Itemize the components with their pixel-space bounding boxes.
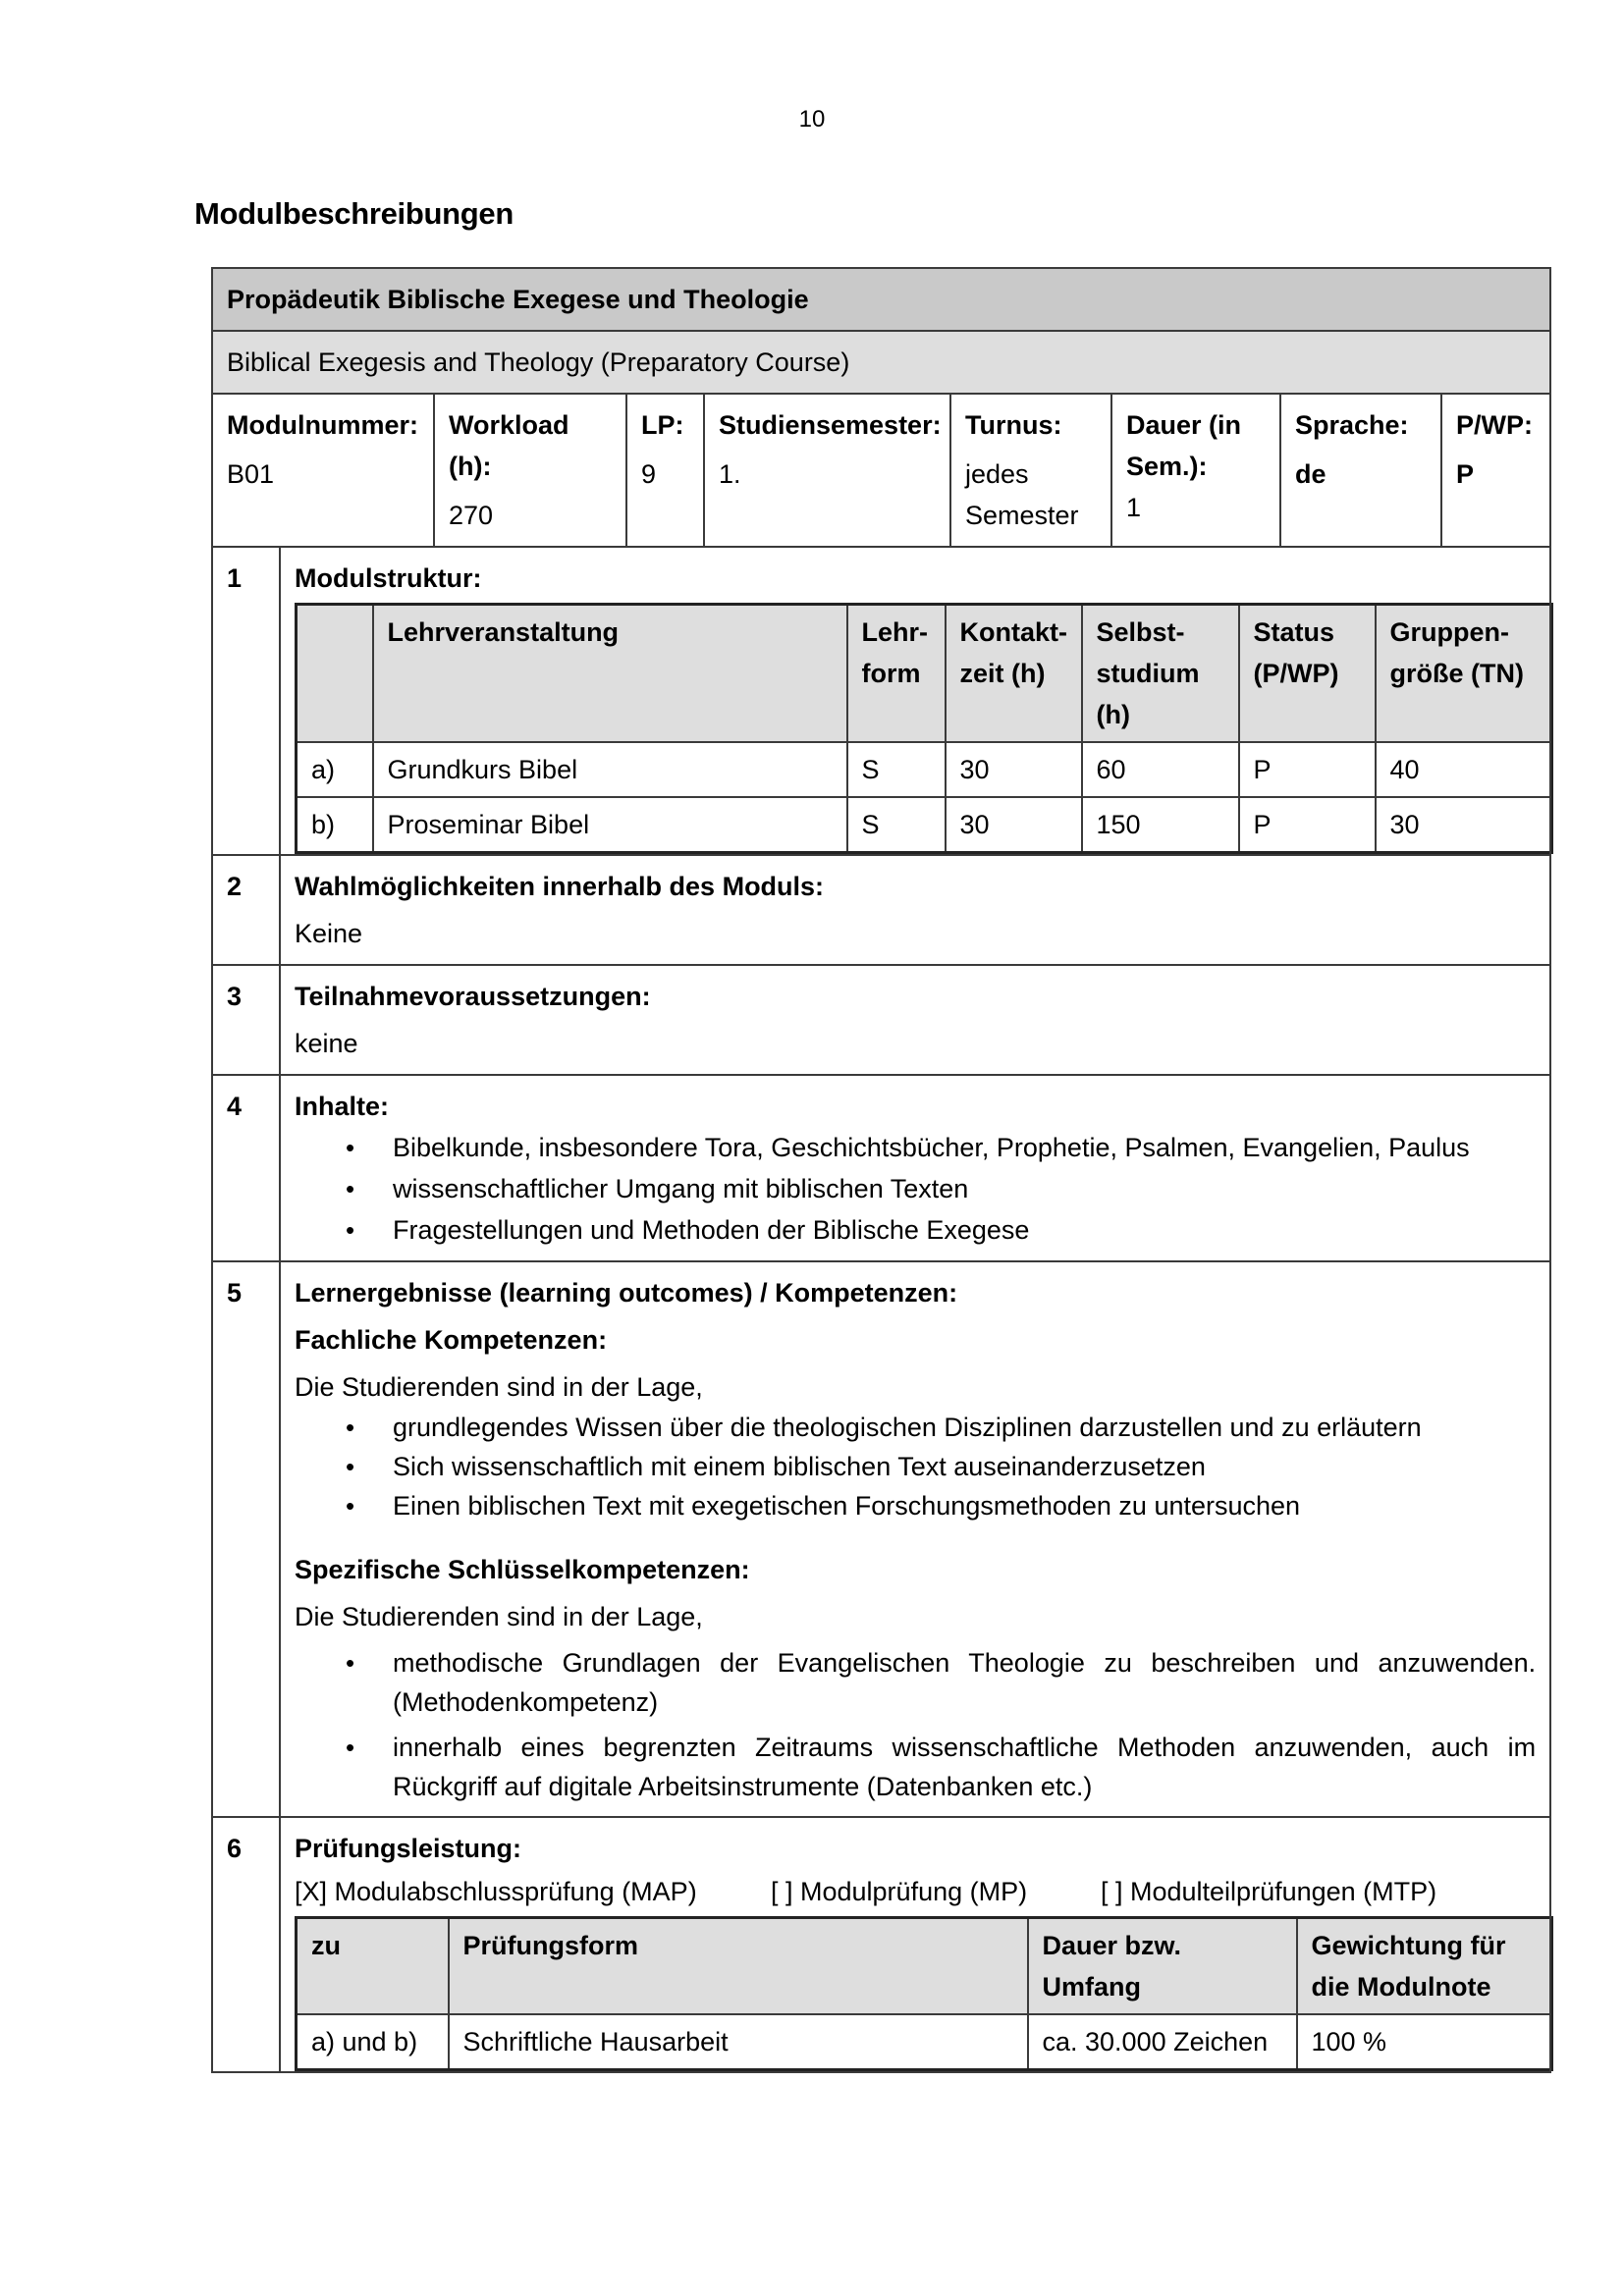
section-3 bbox=[212, 965, 1550, 1075]
section-number: 5 bbox=[212, 1261, 280, 1817]
module-title-de: Propädeutik Biblische Exegese und Theologie bbox=[212, 268, 1550, 331]
list-item: • Einen biblischen Text mit exegetischen Forschungsmethoden zu untersuchen bbox=[393, 1486, 1536, 1525]
option-map: [X] Modulabschlussprüfung (MAP) bbox=[295, 1877, 697, 1906]
table-cell: Grundkurs Bibel bbox=[373, 742, 847, 797]
header-cell: Gewichtung für die Modulnote bbox=[1297, 1918, 1552, 2015]
turnus-value: jedes Semester bbox=[965, 459, 1079, 530]
section-1 bbox=[212, 547, 1550, 855]
section-5 bbox=[212, 1261, 1550, 1817]
table-cell: 150 bbox=[1082, 797, 1239, 853]
header-cell: Lehrveranstaltung bbox=[373, 605, 847, 743]
list-item: • Sich wissenschaftlich mit einem biblischen Text auseinanderzusetzen bbox=[393, 1447, 1536, 1486]
studiensemester-value: 1. bbox=[719, 459, 741, 489]
workload-value: 270 bbox=[449, 501, 494, 530]
list-item: • grundlegendes Wissen über die theologischen Disziplinen darzustellen und zu erläutern bbox=[393, 1408, 1536, 1447]
page-number: 10 bbox=[798, 106, 826, 133]
section-2 bbox=[212, 855, 1550, 965]
module-title-en: Biblical Exegesis and Theology (Preparatory Course) bbox=[212, 331, 1550, 394]
section-title: Teilnahmevoraussetzungen: bbox=[295, 982, 651, 1011]
dauer-value: 1 bbox=[1126, 493, 1142, 522]
table-row bbox=[297, 2014, 1552, 2070]
option-mtp: [ ] Modulteilprüfungen (MTP) bbox=[1101, 1877, 1437, 1906]
section-title: Inhalte: bbox=[295, 1092, 390, 1121]
schluessel-intro: Die Studierenden sind in der Lage, bbox=[295, 1602, 703, 1631]
pwp-label: P/WP: bbox=[1456, 410, 1533, 440]
modulnummer-value: B01 bbox=[227, 459, 275, 489]
table-cell: 30 bbox=[946, 742, 1082, 797]
table-cell: 60 bbox=[1082, 742, 1239, 797]
table-cell: 30 bbox=[946, 797, 1082, 853]
page-title: Modulbeschreibungen bbox=[194, 196, 514, 231]
table-cell: Schriftliche Hausarbeit bbox=[449, 2014, 1028, 2070]
table-cell: S bbox=[847, 742, 946, 797]
option-mp: [ ] Modulprüfung (MP) bbox=[771, 1877, 1028, 1906]
list-item: • methodische Grundlagen der Evangelischen Theologie zu beschreiben und anzuwenden. (Methodenkompetenz) bbox=[393, 1643, 1536, 1722]
table-cell: S bbox=[847, 797, 946, 853]
fachliche-list bbox=[295, 1408, 1536, 1525]
studiensemester-label: Studiensemester: bbox=[719, 410, 942, 440]
table-cell: P bbox=[1239, 742, 1376, 797]
sprache-value: de bbox=[1295, 459, 1326, 489]
table-cell: ca. 30.000 Zeichen bbox=[1028, 2014, 1297, 2070]
section-title: Lernergebnisse (learning outcomes) / Kompetenzen: bbox=[295, 1278, 958, 1308]
header-cell bbox=[297, 605, 373, 743]
section-number: 3 bbox=[212, 965, 280, 1075]
list-item: • innerhalb eines begrenzten Zeitraums wissenschaftliche Methoden anzuwenden, auch im Rückgriff auf digitale Arbeitsinstrumente (Datenbanken etc.) bbox=[393, 1728, 1536, 1806]
table-row bbox=[297, 742, 1552, 797]
table-cell: 40 bbox=[1376, 742, 1552, 797]
inhalte-list bbox=[295, 1127, 1536, 1251]
table-row bbox=[297, 797, 1552, 853]
pruefung-options bbox=[295, 1871, 1549, 1912]
table-cell: a) und b) bbox=[297, 2014, 449, 2070]
pruefung-header-row bbox=[297, 1918, 1552, 2015]
modulstruktur-header-row bbox=[297, 605, 1552, 743]
section-number: 1 bbox=[212, 547, 280, 855]
schluessel-list bbox=[295, 1643, 1536, 1806]
section-number: 4 bbox=[212, 1075, 280, 1261]
list-item: • Bibelkunde, insbesondere Tora, Geschichtsbücher, Prophetie, Psalmen, Evangelien, Paulus bbox=[393, 1127, 1536, 1168]
schluesselkompetenzen-title: Spezifische Schlüsselkompetenzen: bbox=[295, 1555, 750, 1584]
section-text: Keine bbox=[295, 919, 363, 948]
section-4 bbox=[212, 1075, 1550, 1261]
header-cell: Kontakt-zeit (h) bbox=[946, 605, 1082, 743]
section-6 bbox=[212, 1817, 1550, 2072]
sprache-label: Sprache: bbox=[1295, 410, 1409, 440]
fachliche-intro: Die Studierenden sind in der Lage, bbox=[295, 1372, 703, 1402]
list-item: • Fragestellungen und Methoden der Biblische Exegese bbox=[393, 1209, 1536, 1251]
table-cell: b) bbox=[297, 797, 373, 853]
section-title: Modulstruktur: bbox=[295, 563, 482, 593]
header-cell: Lehr-form bbox=[847, 605, 946, 743]
lp-value: 9 bbox=[641, 459, 657, 489]
header-cell: Status (P/WP) bbox=[1239, 605, 1376, 743]
workload-label: Workload (h): bbox=[449, 410, 569, 481]
table-cell: 30 bbox=[1376, 797, 1552, 853]
pruefung-table bbox=[295, 1916, 1553, 2071]
section-number: 2 bbox=[212, 855, 280, 965]
turnus-label: Turnus: bbox=[965, 410, 1062, 440]
lp-label: LP: bbox=[641, 410, 684, 440]
section-title: Wahlmöglichkeiten innerhalb des Moduls: bbox=[295, 872, 825, 901]
module-table bbox=[211, 267, 1551, 2073]
list-item: • wissenschaftlicher Umgang mit biblischen Texten bbox=[393, 1168, 1536, 1209]
table-cell: Proseminar Bibel bbox=[373, 797, 847, 853]
module-meta-row bbox=[212, 394, 1550, 547]
modulstruktur-table bbox=[295, 603, 1553, 854]
header-cell: zu bbox=[297, 1918, 449, 2015]
fachliche-kompetenzen-title: Fachliche Kompetenzen: bbox=[295, 1325, 608, 1355]
section-number: 6 bbox=[212, 1817, 280, 2072]
modulnummer-label: Modulnummer: bbox=[227, 410, 418, 440]
pwp-value: P bbox=[1456, 459, 1475, 489]
table-cell: 100 % bbox=[1297, 2014, 1552, 2070]
header-cell: Gruppen-größe (TN) bbox=[1376, 605, 1552, 743]
section-text: keine bbox=[295, 1029, 358, 1058]
table-cell: a) bbox=[297, 742, 373, 797]
header-cell: Prüfungsform bbox=[449, 1918, 1028, 2015]
dauer-label: Dauer (in Sem.): bbox=[1126, 410, 1242, 481]
table-cell: P bbox=[1239, 797, 1376, 853]
section-title: Prüfungsleistung: bbox=[295, 1834, 521, 1863]
header-cell: Selbst-studium (h) bbox=[1082, 605, 1239, 743]
header-cell: Dauer bzw. Umfang bbox=[1028, 1918, 1297, 2015]
